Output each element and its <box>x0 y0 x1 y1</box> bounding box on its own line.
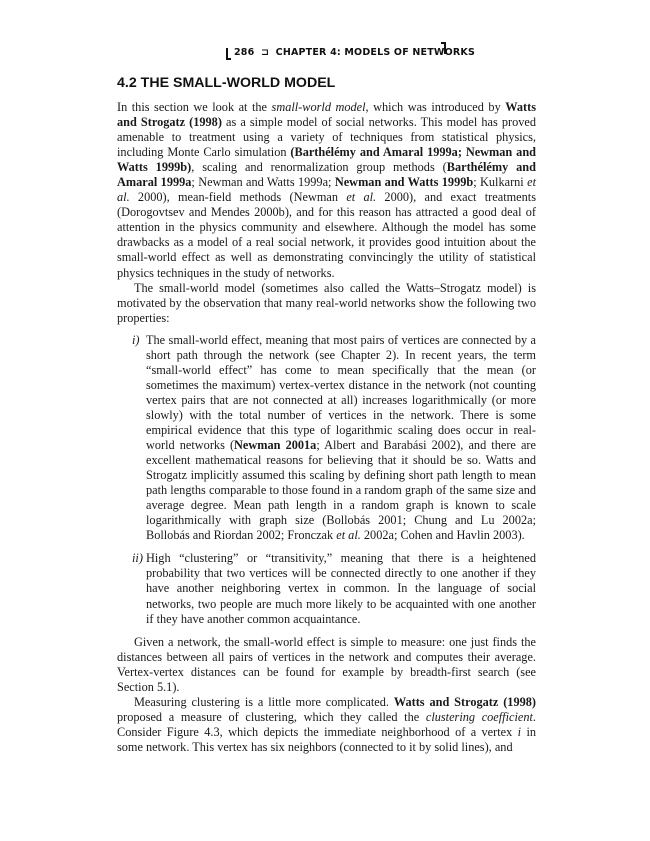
text-run: proposed a measure of clustering, which they called the <box>117 709 426 724</box>
citation-bold: Newman 2001a <box>234 438 317 453</box>
paragraph-2: The small-world model (sometimes also called the Watts–Strogatz model) is motivated by the observation that many real-world networks show the following two properties: <box>117 280 536 325</box>
list-item-label: i) <box>132 332 140 347</box>
separator-mark-icon: ⊐ <box>260 47 270 58</box>
left-corner-mark <box>226 48 231 60</box>
text-italic: et al. <box>117 175 536 205</box>
body-text <box>117 100 536 755</box>
text-run: Measuring clustering is a little more complicated. <box>134 694 394 709</box>
running-head-text <box>234 47 475 58</box>
property-list <box>117 333 536 627</box>
paragraph-4 <box>117 695 536 755</box>
citation-bold: Barthélémy and Amaral 1999a <box>117 160 536 190</box>
term-small-world-model: small-world model <box>271 100 366 114</box>
citation-bold: (Barthélémy and Amaral 1999a; Newman and Watts 1999b) <box>117 145 536 175</box>
text-run: ; Kulkarni <box>473 175 528 190</box>
term-clustering-coefficient: clustering coefficient <box>425 709 533 724</box>
paragraph-1 <box>117 100 536 281</box>
right-corner-mark <box>441 42 446 54</box>
text-run: 2000), mean-field methods (Newman <box>129 190 347 205</box>
running-head <box>226 44 475 62</box>
text-italic: i <box>517 724 522 739</box>
text-run: 2002a; Cohen and Havlin 2003). <box>360 528 525 543</box>
text-run: , scaling and renormalization group methods ( <box>191 160 447 175</box>
chapter-title: MODELS OF NETWORKS <box>344 47 475 58</box>
list-item <box>117 551 536 626</box>
text-run: The small-world effect, meaning that most pairs of vertices are connected by a short path through the network (see Chapter 2). In recent years, the term “small-world effect” has come to mean specifically that the mean (or sometimes the maximum) vertex-vertex distance in the network (not counting vertex pairs that are not connected at all) increases logarithmically (or more slowly) with the total number of vertices in the network. There is some empirical evidence that this type of logarithmic scaling does occur in real-world networks ( <box>146 332 536 453</box>
text-run: In this section we look at the <box>117 100 272 114</box>
citation-bold: Newman and Watts 1999b <box>334 175 474 190</box>
citation-bold: Watts and Strogatz (1998) <box>393 694 536 709</box>
chapter-label: CHAPTER 4: <box>275 47 341 58</box>
text-run: 2000), and exact treatments (Dorogovtsev and Mendes 2000b), and for this reason has attracted a good deal of attention in the physics community and elsewhere. Although the model has some drawbacks as a model of a real social network, it provides good intuition about the small-world effect as well as demonstrating convincingly the utility of statistical physics techniques in the study of networks. <box>117 190 536 280</box>
text-run: ; Albert and Barabási 2002), and there are excellent mathematical reasons for believing that it should be so. Watts and Strogatz implicitly assumed this scaling by defining short path length to mean path lengths comparable to those found in a random graph of the same size and average degree. Mean path length in a random graph is known to scale logarithmically with graph size (Bollobás 2001; Chung and Lu 2002a; Bollobás and Riordan 2002; Fronczak <box>146 438 536 543</box>
text-run: in some network. This vertex has six neighbors (connected to it by solid lines), and <box>117 724 537 754</box>
citation-bold: Watts and Strogatz (1998) <box>117 100 536 130</box>
text-run: High “clustering” or “transitivity,” meaning that there is a heightened probability that two vertices will be connected directly to one another if they have another neighboring vertex in common. In the language of social networks, two people are much more likely to be acquainted with one another if they have another common acquaintance. <box>146 551 536 626</box>
text-italic: et al. <box>346 190 377 205</box>
list-item <box>117 333 536 544</box>
text-run: . Consider Figure 4.3, which depicts the immediate neighborhood of a vertex <box>117 709 536 739</box>
text-run: ; Newman and Watts 1999a; <box>191 175 335 190</box>
text-italic: et al. <box>336 528 361 543</box>
text-run: as a simple model of social networks. This model has proved amenable to treatment using a variety of techniques from statistical physics, including Monte Carlo simulation <box>117 115 536 160</box>
section-title: 4.2 THE SMALL-WORLD MODEL <box>117 75 336 91</box>
text-run: , which was introduced by <box>365 100 506 114</box>
list-item-label: ii) <box>132 551 143 566</box>
paragraph-3: Given a network, the small-world effect is simple to measure: one just finds the distances between all pairs of vertices in the network and computes their average. Vertex-vertex distances can be found for example by breadth-first search (see Section 5.1). <box>117 634 536 694</box>
page-number: 286 <box>234 47 255 58</box>
